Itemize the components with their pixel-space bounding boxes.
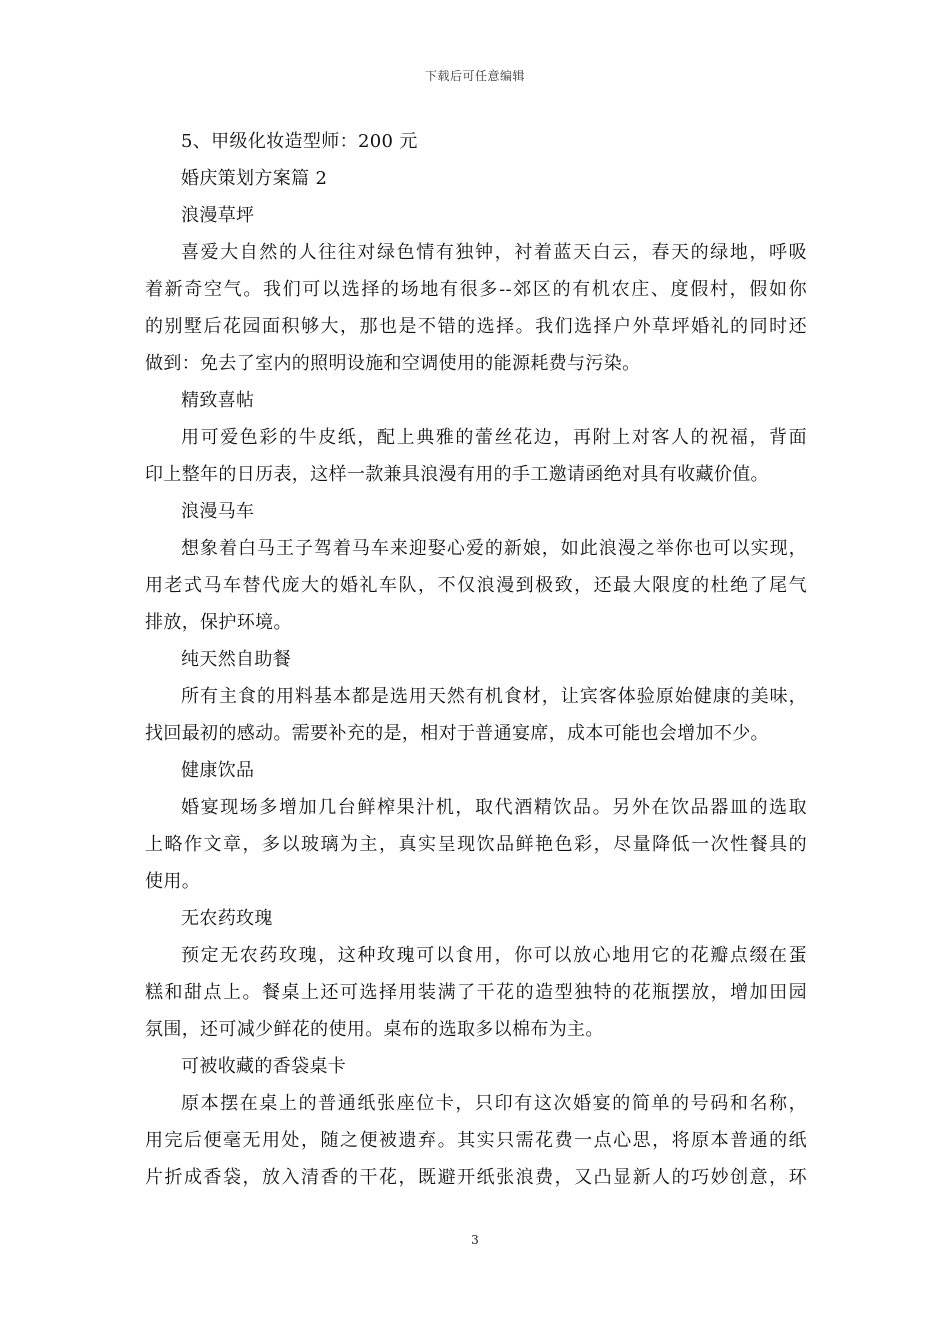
text-line: 的别墅后花园面积够大，那也是不错的选择。我们选择户外草坪婚礼的同时还 bbox=[145, 316, 807, 337]
text-line: 着新奇空气。我们可以选择的场地有很多--郊区的有机农庄、度假村，假如你 bbox=[145, 279, 807, 300]
section-heading bbox=[145, 1048, 807, 1085]
text-line: 婚宴现场多增加几台鲜榨果汁机，取代酒精饮品。另外在饮品器皿的选取 bbox=[181, 797, 807, 818]
text-line: 排放，保护环境。 bbox=[145, 612, 292, 633]
text-line: 糕和甜点上。餐桌上还可选择用装满了干花的造型独特的花瓶摆放，增加田园 bbox=[145, 982, 807, 1003]
page-header: 下载后可任意编辑 bbox=[424, 69, 525, 83]
section-heading bbox=[145, 900, 807, 937]
body-paragraph bbox=[145, 1085, 807, 1196]
section-heading bbox=[145, 752, 807, 789]
section-heading bbox=[145, 382, 807, 419]
text-line: 用老式马车替代庞大的婚礼车队，不仅浪漫到极致，还最大限度的杜绝了尾气 bbox=[145, 575, 807, 596]
text-line: 上略作文章，多以玻璃为主，真实呈现饮品鲜艳色彩，尽量降低一次性餐具的 bbox=[145, 834, 807, 855]
body-paragraph bbox=[145, 419, 807, 493]
text-line: 5、甲级化妆造型师：200 元 bbox=[181, 131, 418, 152]
text-line: 想象着白马王子驾着马车来迎娶心爱的新娘，如此浪漫之举你也可以实现， bbox=[181, 538, 807, 559]
text-line: 用完后便毫无用处，随之便被遗弃。其实只需花费一点心思，将原本普通的纸 bbox=[145, 1130, 807, 1151]
text-line: 婚庆策划方案篇 2 bbox=[181, 168, 328, 189]
text-line: 纯天然自助餐 bbox=[181, 649, 292, 670]
text-line: 做到：免去了室内的照明设施和空调使用的能源耗费与污染。 bbox=[145, 353, 641, 374]
page-number: 3 bbox=[471, 1233, 479, 1247]
text-line: 可被收藏的香袋桌卡 bbox=[181, 1056, 347, 1077]
section-heading bbox=[145, 493, 807, 530]
text-line: 无农药玫瑰 bbox=[181, 908, 273, 929]
section-heading bbox=[145, 160, 807, 197]
text-line: 浪漫马车 bbox=[181, 501, 255, 522]
body-paragraph bbox=[145, 789, 807, 900]
text-line: 预定无农药玫瑰，这种玫瑰可以食用，你可以放心地用它的花瓣点缀在蛋 bbox=[181, 945, 807, 966]
text-line: 印上整年的日历表，这样一款兼具浪漫有用的手工邀请函绝对具有收藏价值。 bbox=[145, 464, 769, 485]
text-line: 原本摆在桌上的普通纸张座位卡，只印有这次婚宴的简单的号码和名称， bbox=[181, 1093, 807, 1114]
body-paragraph bbox=[145, 678, 807, 752]
body-paragraph bbox=[145, 530, 807, 641]
section-heading bbox=[145, 197, 807, 234]
body-paragraph bbox=[145, 234, 807, 382]
text-line: 片折成香袋，放入清香的干花，既避开纸张浪费，又凸显新人的巧妙创意，环 bbox=[145, 1167, 807, 1188]
text-line: 喜爱大自然的人往往对绿色情有独钟，衬着蓝天白云，春天的绿地，呼吸 bbox=[181, 242, 807, 263]
text-line: 精致喜帖 bbox=[181, 390, 255, 411]
text-line: 找回最初的感动。需要补充的是，相对于普通宴席，成本可能也会增加不少。 bbox=[145, 723, 769, 744]
section-heading bbox=[145, 641, 807, 678]
document-body bbox=[145, 123, 807, 1196]
text-line: 氛围，还可减少鲜花的使用。桌布的选取多以棉布为主。 bbox=[145, 1019, 604, 1040]
text-line: 健康饮品 bbox=[181, 760, 255, 781]
body-paragraph bbox=[145, 937, 807, 1048]
text-line: 浪漫草坪 bbox=[181, 205, 255, 226]
section-heading bbox=[145, 123, 807, 160]
text-line: 所有主食的用料基本都是选用天然有机食材，让宾客体验原始健康的美味， bbox=[181, 686, 807, 707]
text-line: 用可爱色彩的牛皮纸，配上典雅的蕾丝花边，再附上对客人的祝福，背面 bbox=[181, 427, 807, 448]
text-line: 使用。 bbox=[145, 871, 201, 892]
